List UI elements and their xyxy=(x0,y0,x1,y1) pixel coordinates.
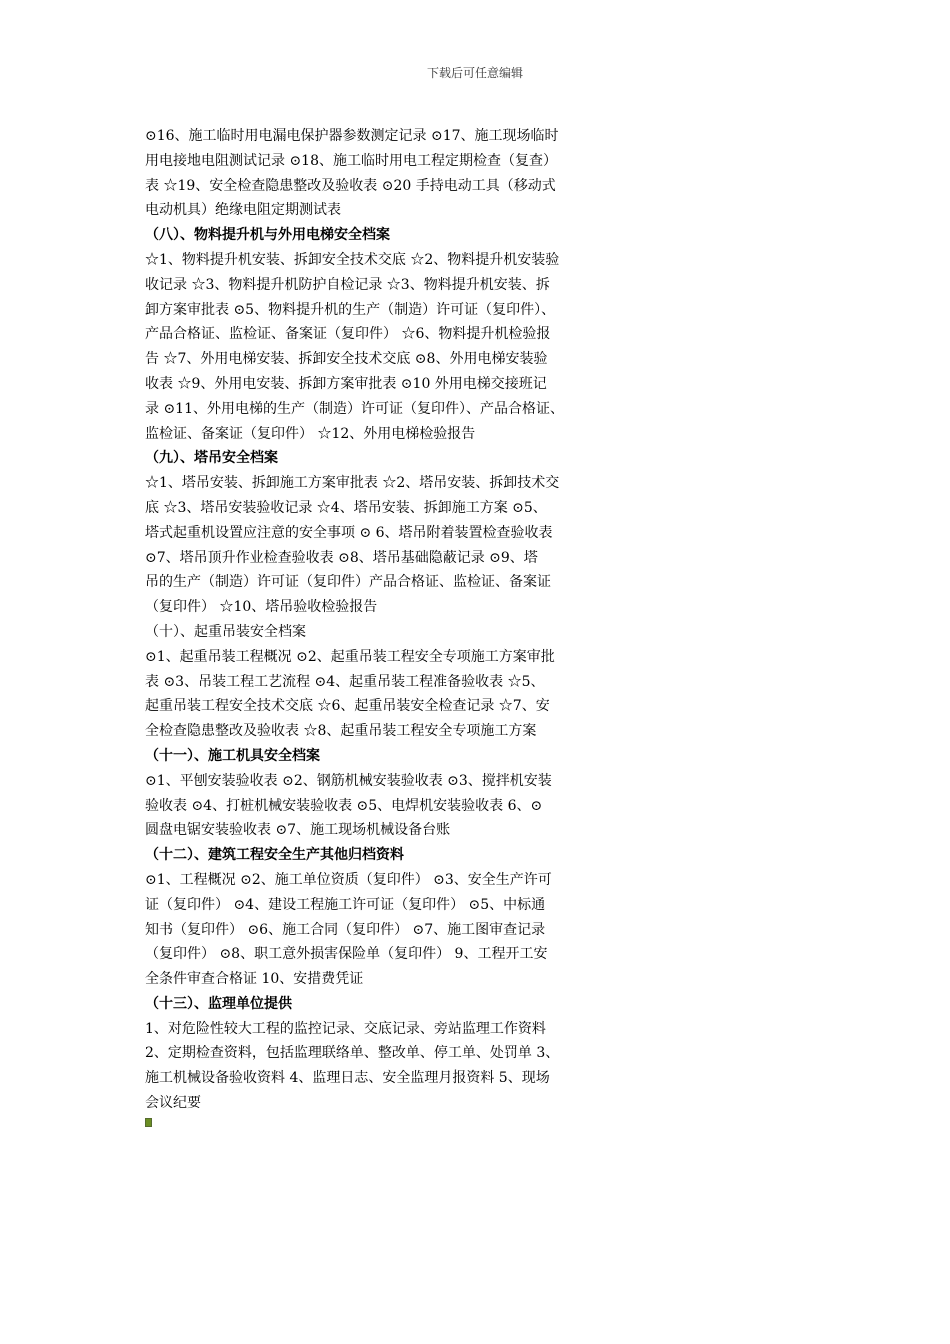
text-line: 起重吊装工程安全技术交底 ☆6、起重吊装安全检查记录 ☆7、安 xyxy=(145,698,550,715)
text-line: 全条件审查合格证 10、安措费凭证 xyxy=(145,971,364,988)
document-body xyxy=(145,124,820,1116)
section-heading: （八）、物料提升机与外用电梯安全档案 xyxy=(145,227,390,244)
text-line: ⊙7、塔吊顶升作业检查验收表 ⊙8、塔吊基础隐蔽记录 ⊙9、塔 xyxy=(145,549,538,566)
text-line: 施工机械设备验收资料 4、监理日志、安全监理月报资料 5、现场 xyxy=(145,1070,550,1087)
text-line: 证（复印件） ⊙4、建设工程施工许可证（复印件） ⊙5、中标通 xyxy=(145,896,546,913)
text-line: 产品合格证、监检证、备案证（复印件） ☆6、物料提升机检验报 xyxy=(145,326,551,343)
text-line: （十）、起重吊装安全档案 xyxy=(145,623,306,640)
text-line: 表 ⊙3、吊装工程工艺流程 ⊙4、起重吊装工程准备验收表 ☆5、 xyxy=(145,673,545,690)
text-line: ⊙16、施工临时用电漏电保护器参数测定记录 ⊙17、施工现场临时 xyxy=(145,128,559,144)
paragraph-end-mark xyxy=(145,1118,152,1127)
section-heading: （十三）、监理单位提供 xyxy=(145,995,292,1012)
text-line: 电动机具）绝缘电阻定期测试表 xyxy=(145,202,341,219)
section-heading: （九）、塔吊安全档案 xyxy=(145,450,278,467)
section-heading: （十二）、建筑工程安全生产其他归档资料 xyxy=(145,847,404,864)
text-line: 1、对危险性较大工程的监控记录、交底记录、旁站监理工作资料 xyxy=(145,1020,546,1037)
text-line: 收记录 ☆3、物料提升机防护自检记录 ☆3、物料提升机安装、拆 xyxy=(145,276,550,293)
text-line: 验收表 ⊙4、打桩机械安装验收表 ⊙5、电焊机安装验收表 6、⊙ xyxy=(145,797,543,814)
text-line: 全检查隐患整改及验收表 ☆8、起重吊装工程安全专项施工方案 xyxy=(145,723,537,740)
text-line: （复印件） ⊙8、职工意外损害保险单（复印件） 9、工程开工安 xyxy=(145,946,548,963)
text-line: 底 ☆3、塔吊安装验收记录 ☆4、塔吊安装、拆卸施工方案 ⊙5、 xyxy=(145,499,547,516)
text-line: ⊙1、起重吊装工程概况 ⊙2、起重吊装工程安全专项施工方案审批 xyxy=(145,648,555,665)
text-line: 吊的生产（制造）许可证（复印件）产品合格证、监检证、备案证 xyxy=(145,574,551,591)
text-line: 塔式起重机设置应注意的安全事项 ⊙ 6、塔吊附着装置检查验收表 xyxy=(145,524,553,541)
text-line: 知书（复印件） ⊙6、施工合同（复印件） ⊙7、施工图审查记录 xyxy=(145,921,546,938)
page-header-note: 下载后可任意编辑 xyxy=(426,66,523,80)
text-line: 监检证、备案证（复印件） ☆12、外用电梯检验报告 xyxy=(145,425,476,442)
text-line: 表 ☆19、安全检查隐患整改及验收表 ⊙20 手持电动工具（移动式 xyxy=(145,177,556,194)
text-line: 圆盘电锯安装验收表 ⊙7、施工现场机械设备台账 xyxy=(145,822,451,839)
text-line: ☆1、物料提升机安装、拆卸安全技术交底 ☆2、物料提升机安装验 xyxy=(145,251,560,268)
text-line: 收表 ☆9、外用电安装、拆卸方案审批表 ⊙10 外用电梯交接班记 xyxy=(145,375,547,392)
text-line: 卸方案审批表 ⊙5、物料提升机的生产（制造）许可证（复印件）、 xyxy=(145,301,556,318)
section-heading: （十一）、施工机具安全档案 xyxy=(145,747,320,764)
text-line: 告 ☆7、外用电梯安装、拆卸安全技术交底 ⊙8、外用电梯安装验 xyxy=(145,351,548,368)
text-line: 录 ⊙11、外用电梯的生产（制造）许可证（复印件）、产品合格证、 xyxy=(145,400,564,417)
text-line: 2、定期检查资料，包括监理联络单、整改单、停工单、处罚单 3、 xyxy=(145,1045,560,1062)
text-line: ⊙1、平刨安装验收表 ⊙2、钢筋机械安装验收表 ⊙3、搅拌机安装 xyxy=(145,772,552,789)
text-line: ⊙1、工程概况 ⊙2、施工单位资质（复印件） ⊙3、安全生产许可 xyxy=(145,871,552,888)
text-line: 用电接地电阻测试记录 ⊙18、施工临时用电工程定期检查（复查） xyxy=(145,152,557,169)
text-line: ☆1、塔吊安装、拆卸施工方案审批表 ☆2、塔吊安装、拆卸技术交 xyxy=(145,475,560,492)
text-line: 会议纪要 xyxy=(145,1095,201,1112)
text-line: （复印件） ☆10、塔吊验收检验报告 xyxy=(145,599,378,616)
